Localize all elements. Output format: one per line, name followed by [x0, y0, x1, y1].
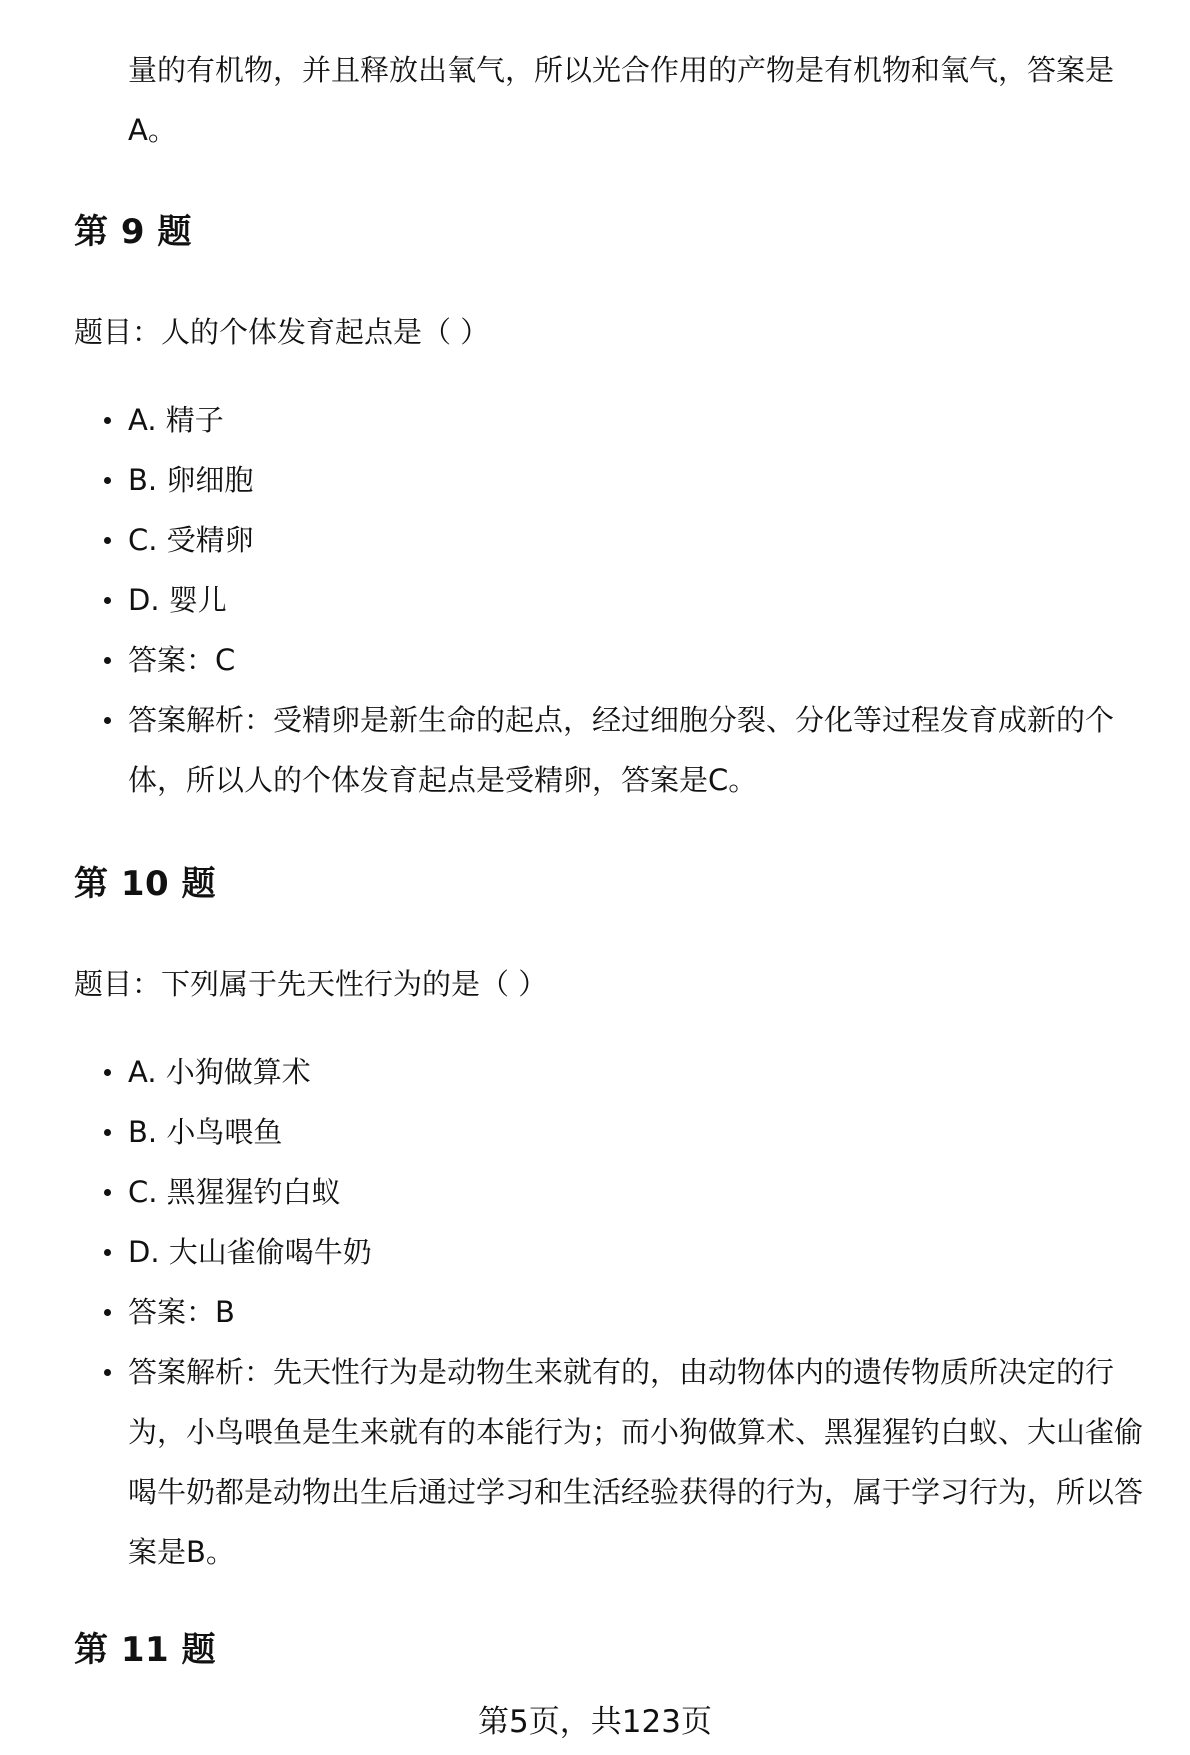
bullet-icon	[104, 657, 111, 664]
page-number-footer: 第5页，共123页	[478, 1704, 712, 1740]
bullet-icon	[104, 1309, 111, 1316]
bullet-icon	[104, 1249, 111, 1256]
option-label: C. 黑猩猩钓白蚁	[128, 1175, 341, 1209]
answer-item	[74, 630, 1160, 690]
bullet-icon	[104, 717, 111, 724]
question-9-heading: 第 9 题	[74, 212, 192, 252]
previous-explanation-continuation: 量的有机物，并且释放出氧气，所以光合作用的产物是有机物和氧气，答案是A。	[128, 53, 1115, 147]
bullet-icon	[104, 537, 111, 544]
option-label: A. 精子	[128, 403, 224, 437]
option-c	[74, 1162, 1160, 1222]
explanation-item	[74, 690, 1160, 810]
option-d	[74, 1222, 1160, 1282]
option-label: D. 大山雀偷喝牛奶	[128, 1235, 372, 1269]
explanation-item	[74, 1342, 1160, 1582]
explanation-text: 答案解析：受精卵是新生命的起点，经过细胞分裂、分化等过程发育成新的个体，所以人的个体发育起点是受精卵，答案是C。	[128, 703, 1115, 797]
answer-item	[74, 1282, 1160, 1342]
option-a	[74, 1042, 1160, 1102]
option-b	[74, 450, 1160, 510]
answer-text: 答案：B	[128, 1295, 235, 1329]
option-label: B. 小鸟喂鱼	[128, 1115, 283, 1149]
answer-text: 答案：C	[128, 643, 236, 677]
option-label: A. 小狗做算术	[128, 1055, 311, 1089]
question-9-list	[74, 390, 1160, 810]
option-label: D. 婴儿	[128, 583, 227, 617]
question-10-heading: 第 10 题	[74, 864, 216, 904]
bullet-icon	[104, 597, 111, 604]
bullet-icon	[104, 477, 111, 484]
option-b	[74, 1102, 1160, 1162]
option-label: B. 卵细胞	[128, 463, 254, 497]
option-c	[74, 510, 1160, 570]
explanation-text: 答案解析：先天性行为是动物生来就有的，由动物体内的遗传物质所决定的行为，小鸟喂鱼是生来就有的本能行为；而小狗做算术、黑猩猩钓白蚁、大山雀偷喝牛奶都是动物出生后通过学习和生活经验获得的行为，属于学习行为，所以答案是B。	[128, 1355, 1144, 1569]
question-11-heading: 第 11 题	[74, 1630, 216, 1670]
bullet-icon	[104, 417, 111, 424]
bullet-icon	[104, 1369, 111, 1376]
option-d	[74, 570, 1160, 630]
question-10-text: 题目：下列属于先天性行为的是（ ）	[74, 967, 548, 1001]
bullet-icon	[104, 1069, 111, 1076]
bullet-icon	[104, 1129, 111, 1136]
question-9-text: 题目：人的个体发育起点是（ ）	[74, 315, 490, 349]
option-label: C. 受精卵	[128, 523, 254, 557]
option-a	[74, 390, 1160, 450]
bullet-icon	[104, 1189, 111, 1196]
question-10-list	[74, 1042, 1160, 1582]
